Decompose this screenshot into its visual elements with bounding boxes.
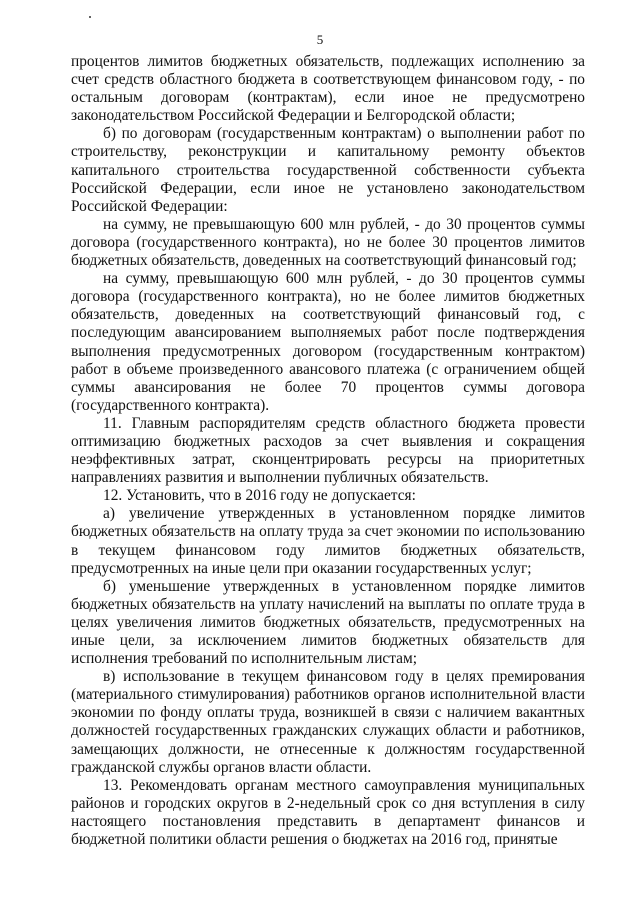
paragraph-continuation: процентов лимитов бюджетных обязательств, подлежащих исполнению за счет средств областного бюджета в соответствующем финансовом году, - по остальным договорам (контрактам), если иное не предусмотрено законодательством Российской Федерации и Белгородской области; xyxy=(71,53,585,125)
paragraph-item-b-contracts: б) по договорам (государственным контрактам) о выполнении работ по строительству, реконструкции и капитальному ремонту объектов капитального строительства государственной собственности субъекта Российской Федерации, если иное не установлено законодательством Российской Федерации: xyxy=(71,125,585,215)
paragraph-clause-11: 11. Главным распорядителям средств областного бюджета провести оптимизацию бюджетных расходов за счет выявления и сокращения неэффективных затрат, сконцентрировать ресурсы на приоритетных направлениях развития и выполнении публичных обязательств. xyxy=(71,414,585,487)
paragraph-clause-12a: а) увеличение утвержденных в установленном порядке лимитов бюджетных обязательств на оплату труда за счет экономии по использованию в текущем финансовом году лимитов бюджетных обязательств, предусмотренных на иные цели при оказании государственных услуг; xyxy=(71,505,585,577)
paragraph-clause-12b: б) уменьшение утвержденных в установленном порядке лимитов бюджетных обязательств на уплату начислений на выплаты по оплате труда в целях увеличения лимитов бюджетных обязательств, предусмотренных на иные цели, за исключением лимитов бюджетных обязательств для исполнения требований по исполнительным листам; xyxy=(71,577,585,668)
page-number: 5 xyxy=(316,32,324,47)
document-body xyxy=(71,53,585,849)
scan-speck xyxy=(89,16,91,18)
paragraph-sum-under-600m: на сумму, не превышающую 600 млн рублей, - до 30 процентов суммы договора (государственного контракта), но не более 30 процентов лимитов бюджетных обязательств, доведенных на соответствующий финансовый год; xyxy=(71,215,585,270)
paragraph-clause-12: 12. Установить, что в 2016 году не допускается: xyxy=(103,487,416,505)
paragraph-sum-over-600m: на сумму, превышающую 600 млн рублей, - до 30 процентов суммы договора (государственного контракта), но не более лимитов бюджетных обязательств, доведенных на соответствующий финансовый год, с последующим авансированием выполняемых работ после подтверждения выполнения предусмотренных договором (государственным контрактом) работ в объеме произведенного авансового платежа (с ограничением общей суммы авансирования не более 70 процентов суммы договора (государственного контракта). xyxy=(71,270,585,414)
paragraph-clause-12c: в) использование в текущем финансовом году в целях премирования (материального стимулирования) работников органов исполнительной власти экономии по фонду оплаты труда, возникшей в связи с наличием вакантных должностей государственных гражданских служащих области и работников, замещающих должности, не отнесенные к должностям государственной гражданской службы органов власти области. xyxy=(71,668,585,776)
paragraph-clause-13: 13. Рекомендовать органам местного самоуправления муниципальных районов и городских округов в 2-недельный срок со дня вступления в силу настоящего постановления представить в департамент финансов и бюджетной политики области решения о бюджетах на 2016 год, принятые xyxy=(71,776,585,849)
